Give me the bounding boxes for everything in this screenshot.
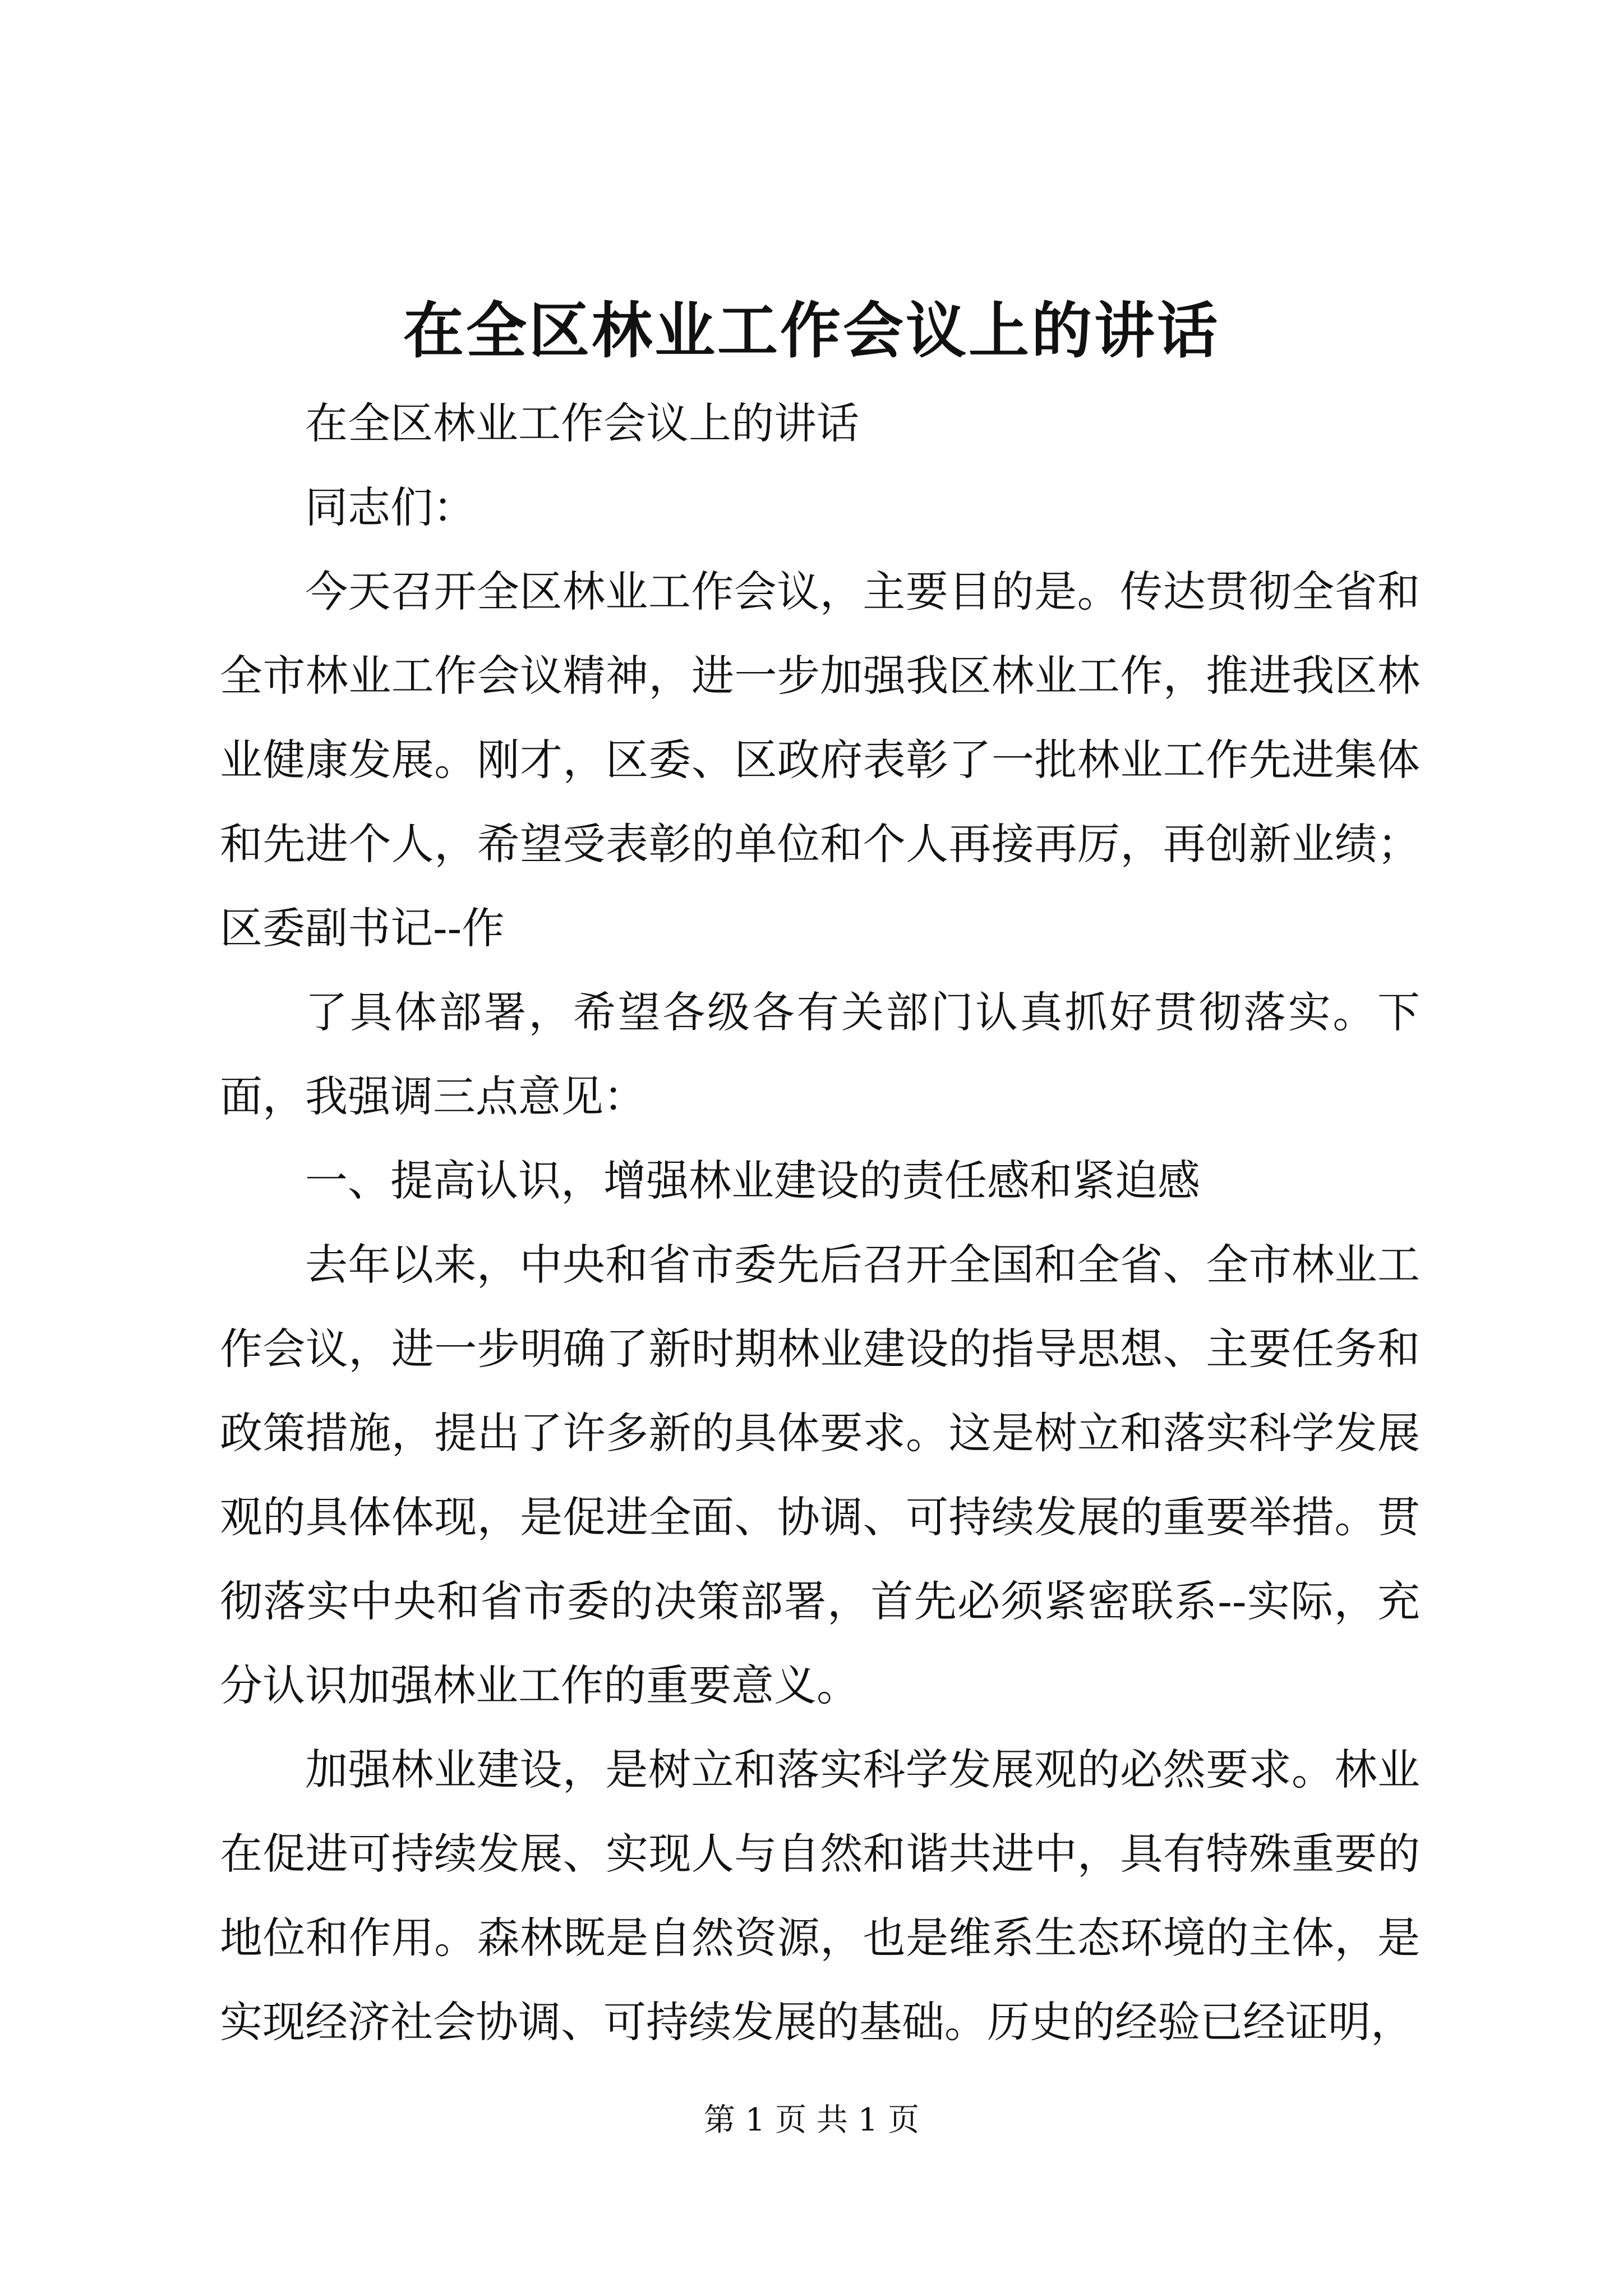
section-heading-one: 一、提高认识，增强林业建设的责任感和紧迫感 xyxy=(305,1156,1200,1205)
document-title: 在全区林业工作会议上的讲话 xyxy=(403,296,1220,366)
document-body xyxy=(220,381,1420,2064)
paragraph-forestry-construction: 加强林业建设，是树立和落实科学发展观的必然要求。林业在促进可持续发展、实现人与自然和谐共进中，具有特殊重要的地位和作用。森林既是自然资源，也是维系生态环境的主体，是实现经济社会协调、可持续发展的基础。历史的经验已经证明， xyxy=(220,1745,1420,2047)
page-footer: 第 1 页 共 1 页 xyxy=(703,2102,920,2138)
paragraph-salutation: 同志们： xyxy=(305,482,476,532)
paragraph-intro: 今天召开全区林业工作会议，主要目的是。传达贯彻全省和全市林业工作会议精神，进一步加强我区林业工作，推进我区林业健康发展。刚才，区委、区政府表彰了一批林业工作先进集体和先进个人，希望受表彰的单位和个人再接再厉，再创新业绩；区委副书记--作 xyxy=(220,567,1420,953)
paragraph-deployment: 了具体部署，希望各级各有关部门认真抓好贯彻落实。下面，我强调三点意见： xyxy=(220,987,1420,1121)
paragraph-since-last-year: 去年以来，中央和省市委先后召开全国和全省、全市林业工作会议，进一步明确了新时期林业建设的指导思想、主要任务和政策措施，提出了许多新的具体要求。这是树立和落实科学发展观的具体体现，是促进全面、协调、可持续发展的重要举措。贯彻落实中央和省市委的决策部署，首先必须紧密联系--实际，充分认识加强林业工作的重要意义。 xyxy=(220,1240,1420,1710)
paragraph-subtitle: 在全区林业工作会议上的讲话 xyxy=(305,398,859,448)
